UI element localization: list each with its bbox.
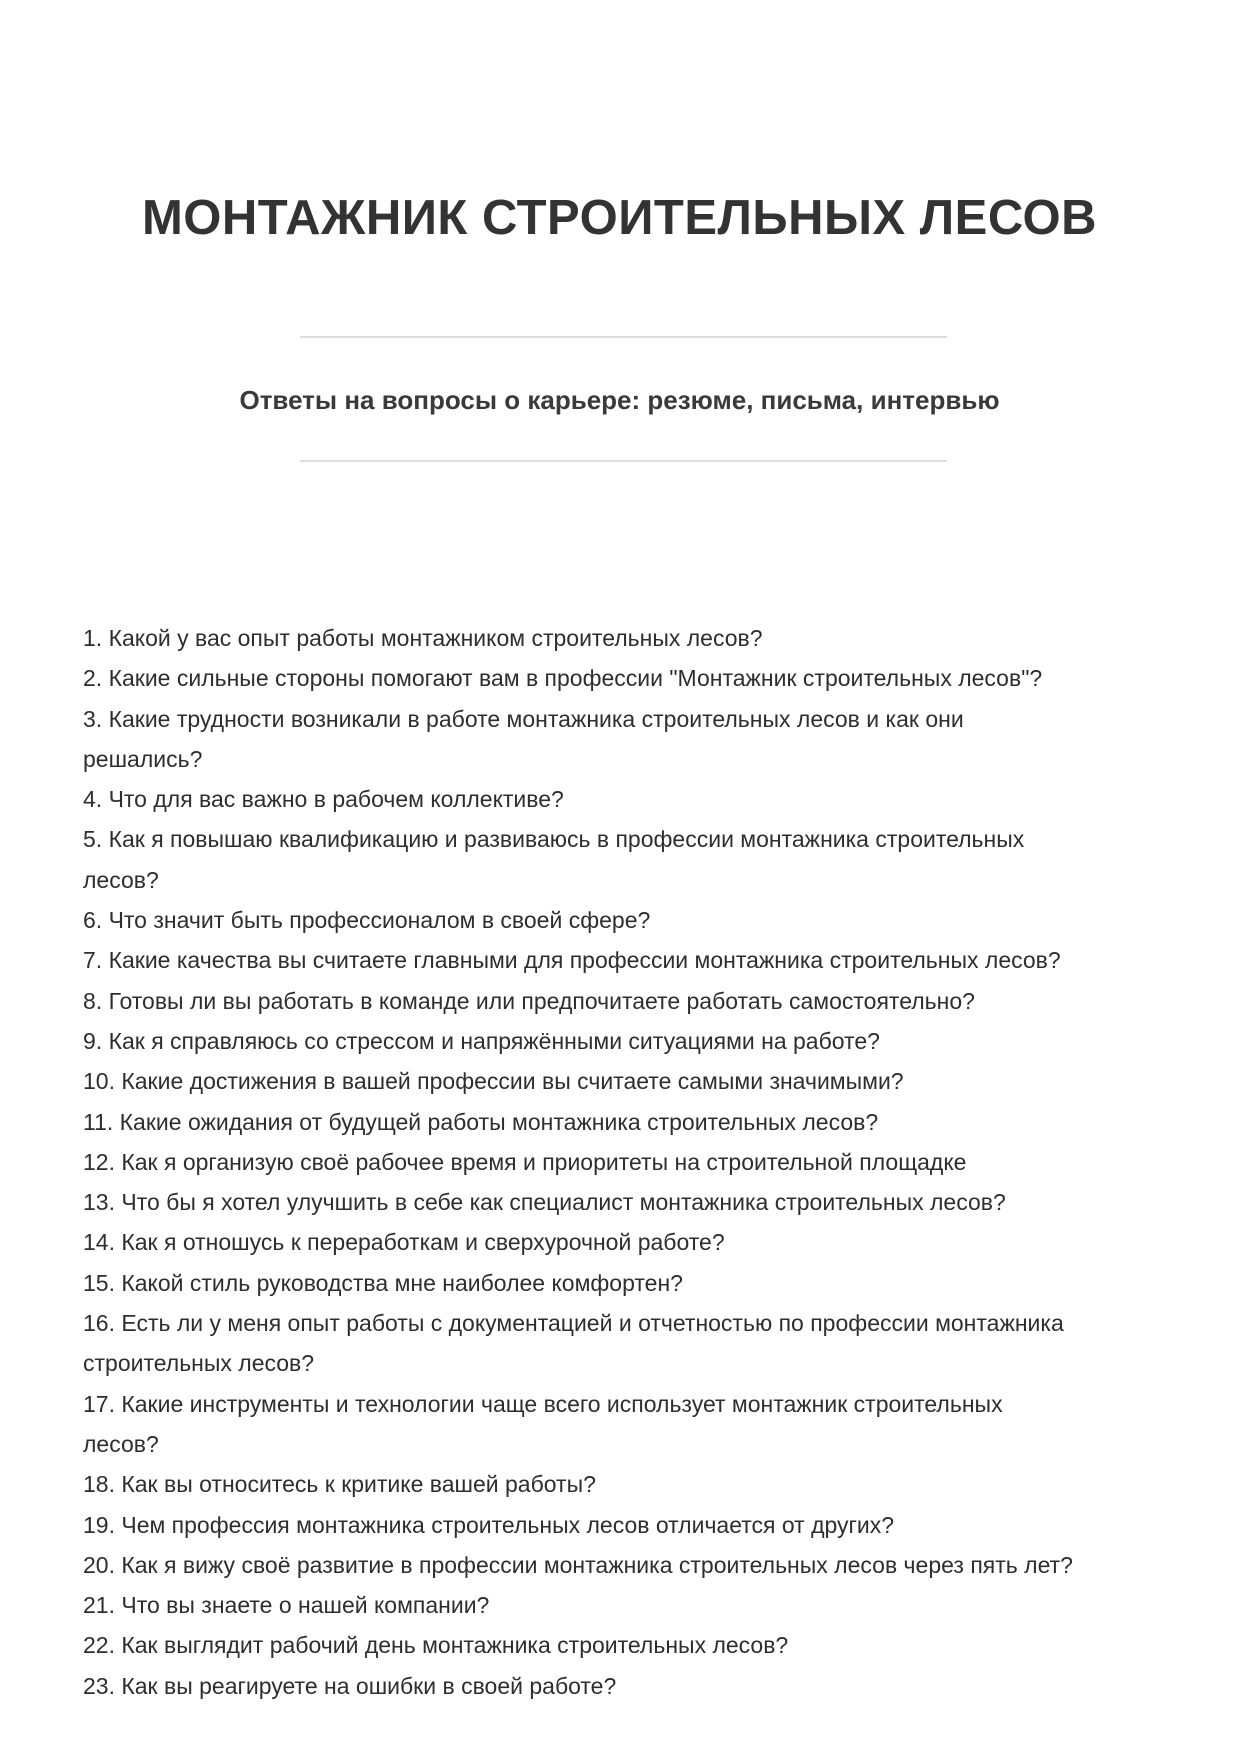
question-line: 20. Как я вижу своё развитие в профессии монтажника строительных лесов через пять лет? — [83, 1551, 1073, 1578]
question-item — [83, 1505, 1183, 1545]
question-line: 21. Что вы знаете о нашей компании? — [83, 1592, 490, 1619]
question-line: 12. Как я организую своё рабочее время и приоритеты на строительной площадке — [83, 1148, 967, 1175]
question-line: 8. Готовы ли вы работать в команде или предпочитаете работать самостоятельно? — [83, 987, 975, 1014]
question-line: 19. Чем профессия монтажника строительных лесов отличается от других? — [83, 1511, 895, 1538]
question-line: 15. Какой стиль руководства мне наиболее комфортен? — [83, 1269, 683, 1296]
question-item — [83, 900, 1183, 940]
question-line: 22. Как выглядит рабочий день монтажника строительных лесов? — [83, 1632, 789, 1659]
question-item — [83, 1142, 1183, 1182]
question-item — [83, 658, 1183, 698]
question-line: 13. Что бы я хотел улучшить в себе как специалист монтажника строительных лесов? — [83, 1189, 1006, 1216]
question-item — [83, 981, 1183, 1021]
question-line: 2. Какие сильные стороны помогают вам в профессии "Монтажник строительных лесов"? — [83, 665, 1043, 692]
questions-list — [83, 618, 1183, 1706]
question-item — [83, 940, 1183, 980]
question-item — [83, 1222, 1183, 1262]
question-item — [83, 819, 1183, 900]
question-line: 9. Как я справляюсь со стрессом и напряжёнными ситуациями на работе? — [83, 1027, 880, 1054]
question-line: 16. Есть ли у меня опыт работы с документацией и отчетностью по профессии монтажника — [83, 1310, 1064, 1337]
page-subtitle: Ответы на вопросы о карьере: резюме, письма, интервью — [239, 385, 1000, 415]
question-line: 14. Как я отношусь к переработкам и сверхурочной работе? — [83, 1229, 725, 1256]
question-line: 4. Что для вас важно в рабочем коллективе? — [83, 786, 564, 813]
question-line: 17. Какие инструменты и технологии чаще всего использует монтажник строительных — [83, 1390, 1003, 1417]
question-line: лесов? — [83, 866, 159, 893]
divider-bottom — [300, 460, 947, 462]
question-item — [83, 699, 1183, 780]
question-item — [83, 1545, 1183, 1585]
question-item — [83, 1061, 1183, 1101]
question-line: 6. Что значит быть профессионалом в своей сфере? — [83, 907, 651, 934]
question-line: 18. Как вы относитесь к критике вашей работы? — [83, 1471, 596, 1498]
question-line: 23. Как вы реагируете на ошибки в своей работе? — [83, 1672, 617, 1699]
question-item — [83, 1021, 1183, 1061]
question-line: 3. Какие трудности возникали в работе монтажника строительных лесов и как они — [83, 705, 964, 732]
question-item — [83, 779, 1183, 819]
question-line: строительных лесов? — [83, 1350, 315, 1377]
question-item — [83, 1625, 1183, 1665]
question-line: решались? — [83, 745, 203, 772]
question-item — [83, 1102, 1183, 1142]
question-line: лесов? — [83, 1430, 159, 1457]
divider-top — [300, 336, 947, 338]
question-line: 11. Какие ожидания от будущей работы монтажника строительных лесов? — [83, 1108, 879, 1135]
question-line: 7. Какие качества вы считаете главными для профессии монтажника строительных лесов? — [83, 947, 1061, 974]
question-item — [83, 1263, 1183, 1303]
question-item — [83, 1182, 1183, 1222]
question-item — [83, 1303, 1183, 1384]
question-item — [83, 1464, 1183, 1504]
question-item — [83, 1384, 1183, 1465]
question-line: 5. Как я повышаю квалификацию и развиваюсь в профессии монтажника строительных — [83, 826, 1025, 853]
question-item — [83, 1585, 1183, 1625]
question-item — [83, 1666, 1183, 1706]
page-title: МОНТАЖНИК СТРОИТЕЛЬНЫХ ЛЕСОВ — [141, 191, 1098, 245]
question-line: 1. Какой у вас опыт работы монтажником строительных лесов? — [83, 625, 763, 651]
question-item — [83, 618, 1183, 658]
question-line: 10. Какие достижения в вашей профессии вы считаете самыми значимыми? — [83, 1068, 904, 1095]
